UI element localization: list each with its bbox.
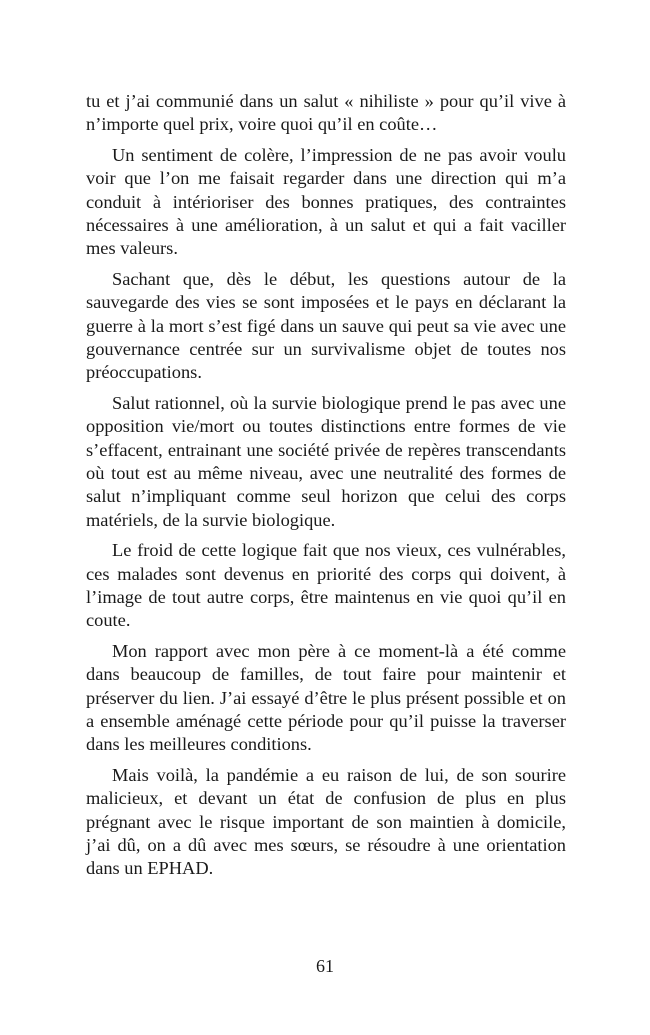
body-text <box>86 90 566 888</box>
paragraph: Le froid de cette logique fait que nos vieux, ces vulnérables, ces malades sont devenus en priorité des corps qui doivent, à l’image de tout autre corps, être maintenus en vie quoi qu’il en coute. <box>86 540 566 631</box>
paragraph: Mais voilà, la pandémie a eu raison de lui, de son sourire malicieux, et devant un état de confusion de plus en plus prégnant avec le risque important de son maintien à domicile, j’ai dû, on a dû avec mes sœurs, se résoudre à une orientation dans un EPHAD. <box>86 765 566 879</box>
paragraph: Un sentiment de colère, l’impression de ne pas avoir voulu voir que l’on me faisait regarder dans une direction qui m’a conduit à intérioriser des bonnes pratiques, des contraintes nécessaires à une amélioration, à un salut et qui a fait vaciller mes valeurs. <box>86 145 566 259</box>
paragraph: Mon rapport avec mon père à ce moment-là a été comme dans beaucoup de familles, de tout faire pour maintenir et préserver du lien. J’ai essayé d’être le plus présent possible et on a ensemble aménagé cette période pour qu’il puisse la traverser dans les meilleures conditions. <box>86 641 566 755</box>
paragraph: Sachant que, dès le début, les questions autour de la sauvegarde des vies se sont imposées et le pays en déclarant la guerre à la mort s’est figé dans un sauve qui peut sa vie avec une gouvernance centrée sur un survivalisme objet de toutes nos préoccupations. <box>86 269 566 383</box>
paragraph: Salut rationnel, où la survie biologique prend le pas avec une opposition vie/mort ou toutes distinctions entre formes de vie s’effacent, entrainant une société privée de repères transcendants où tout est au même niveau, avec une neutralité des formes de salut n’impliquant comme seul horizon que celui des corps matériels, de la survie biologique. <box>86 393 566 530</box>
page-number: 61 <box>316 956 334 976</box>
paragraph-continuation: tu et j’ai communié dans un salut « nihiliste » pour qu’il vive à n’importe quel prix, voire quoi qu’il en coûte… <box>86 91 566 135</box>
